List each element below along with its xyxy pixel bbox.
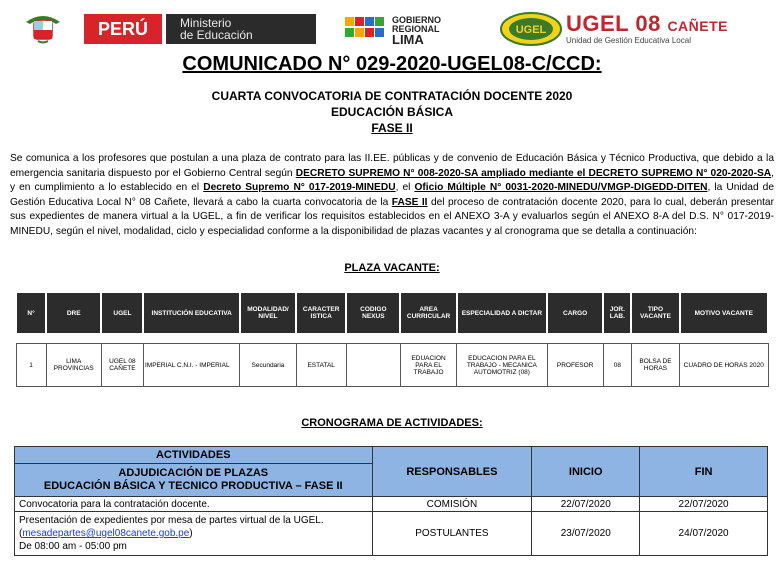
responsables-header: RESPONSABLES xyxy=(372,447,532,497)
table-cell: 1 xyxy=(16,344,46,387)
start-date-cell: 23/07/2020 xyxy=(532,512,640,556)
ugel-subtitle: Unidad de Gestión Educativa Local xyxy=(566,36,691,45)
ugel-logo-icon xyxy=(500,12,562,46)
adjudicacion-line1: ADJUDICACIÓN DE PLAZAS xyxy=(118,467,269,479)
activity-cell: Presentación de expedientes por mesa de partes virtual de la UGEL. (mesadepartes@ugel08canete.gob.pe) De 08:00 am - 05:00 pm xyxy=(15,512,373,556)
table-cell: EDUACION PARA EL TRABAJO xyxy=(400,344,456,387)
para-fase: FASE II xyxy=(391,196,428,208)
peru-logo: PERÚ xyxy=(84,14,162,44)
plaza-spacer-row xyxy=(16,334,768,344)
para-oficio: Oficio Múltiple N° 0031-2020-MINEDU/VMGP-DIGEDD-DITEN xyxy=(414,182,708,194)
announcement-paragraph xyxy=(10,152,774,240)
col-header: CARGO xyxy=(547,292,603,334)
para-text-1: Se comunica a los profesores que postulan a una plaza de contrato para las II.EE. públicas y de convenio de Educación Básica y Técnico Productiva, que debido a la emergencia sanitaria dispuesto por el Gobierno Central según xyxy=(10,153,774,179)
col-header: MOTIVO VACANTE xyxy=(680,292,768,334)
para-decreto-017: Decreto Supremo N° 017-2019-MINEDU xyxy=(203,182,396,194)
gobierno-regional-text xyxy=(392,16,441,46)
col-header: INSTITUCIÓN EDUCATIVA xyxy=(143,292,239,334)
plaza-vacante-title: PLAZA VACANTE: xyxy=(344,262,440,274)
header-logos xyxy=(0,0,784,48)
table-cell: BOLSA DE HORAS xyxy=(631,344,679,387)
col-header: AREA CURRICULAR xyxy=(400,292,456,334)
col-header: N° xyxy=(16,292,46,334)
table-cell xyxy=(346,344,400,387)
gobierno-regional-icon xyxy=(345,17,385,41)
col-header: ESPECIALIDAD A DICTAR xyxy=(457,292,547,334)
table-cell: EDUCACION PARA EL TRABAJO - MECANICA AUTOMOTRIZ (08) xyxy=(457,344,547,387)
subtitle-educacion: EDUCACIÓN BÁSICA xyxy=(330,105,453,119)
actividades-header: ACTIVIDADES xyxy=(15,447,373,464)
ministerio-logo xyxy=(166,14,316,44)
activity-hours: De 08:00 am - 05:00 pm xyxy=(19,541,127,552)
table-cell: ESTATAL xyxy=(296,344,346,387)
ministerio-line1: Ministerio xyxy=(180,16,232,30)
mesa-de-partes-email-link[interactable]: mesadepartes@ugel08canete.gob.pe xyxy=(22,528,190,539)
table-cell: 08 xyxy=(603,344,631,387)
cronograma-table xyxy=(14,446,768,556)
responsible-cell: COMISIÓN xyxy=(372,497,532,512)
col-header: MODALIDAD/ NIVEL xyxy=(240,292,296,334)
plaza-header-row xyxy=(16,292,768,334)
para-text-5: del proceso de contratación docente 2020, para lo cual, deberán presentar sus expedientes de manera virtual a la UGEL, a fin de verificar los requisitos establecidos en el ANEXO 3-A y evaluarlos según el ANEXO 8-A del D.S. N° 017-2019-MINEDU, según el nivel, modalidad, ciclo y especialidad conforme a la disponibilidad de plazas vacantes y al cronograma que se detalla a continuación: xyxy=(10,196,774,237)
para-text-3: , el xyxy=(395,182,415,194)
para-decreto-008: DECRETO SUPREMO N° 008-2020-SA ampliado mediante el DECRETO SUPREMO N° 020-2020-SA xyxy=(295,167,772,179)
col-header: TIPO VACANTE xyxy=(631,292,679,334)
activity-line: Presentación de expedientes por mesa de partes virtual de la UGEL. xyxy=(19,515,324,526)
para-text-2: , y en cumplimiento a lo establecido en el xyxy=(10,167,774,194)
table-row xyxy=(16,344,768,387)
table-cell: CUADRO DE HORAS 2020 xyxy=(680,344,768,387)
table-row xyxy=(15,497,768,512)
gobierno-line3: LIMA xyxy=(392,32,424,47)
table-cell: IMPERIAL C.N.I. - IMPERIAL xyxy=(143,344,239,387)
end-date-cell: 22/07/2020 xyxy=(640,497,768,512)
ugel-place: CAÑETE xyxy=(667,18,728,34)
document-title: COMUNICADO N° 029-2020-UGEL08-C/CCD: xyxy=(182,53,602,75)
adjudicacion-line2: EDUCACIÓN BÁSICA Y TECNICO PRODUCTIVA – FASE II xyxy=(43,480,343,492)
ugel-logo-text: UGEL xyxy=(515,24,547,36)
gobierno-line2: REGIONAL xyxy=(392,24,440,34)
col-header: JOR. LAB. xyxy=(603,292,631,334)
ministerio-line2: de Educación xyxy=(180,28,253,42)
responsible-cell: POSTULANTES xyxy=(372,512,532,556)
table-cell: Secundaria xyxy=(240,344,296,387)
table-cell: PROFESOR xyxy=(547,344,603,387)
ugel-name xyxy=(566,12,728,38)
crono-header-row xyxy=(15,447,768,464)
fin-header: FIN xyxy=(640,447,768,497)
gobierno-line1: GOBIERNO xyxy=(392,15,442,25)
table-cell: LIMA PROVINCIAS xyxy=(46,344,101,387)
inicio-header: INICIO xyxy=(532,447,640,497)
col-header: UGEL xyxy=(101,292,143,334)
end-date-cell: 24/07/2020 xyxy=(640,512,768,556)
ugel-name-main: UGEL 08 xyxy=(566,11,661,36)
start-date-cell: 22/07/2020 xyxy=(532,497,640,512)
col-header: CARACTER ISTICA xyxy=(296,292,346,334)
col-header: CODIGO NEXUS xyxy=(346,292,400,334)
peru-coat-of-arms-icon xyxy=(22,12,64,44)
subtitle-fase: FASE II xyxy=(371,121,413,135)
plaza-vacante-table xyxy=(15,291,769,387)
table-cell: UGEL 08 CAÑETE xyxy=(101,344,143,387)
table-row xyxy=(15,512,768,556)
para-text-4: , la Unidad de Gestión Educativa Local N° 08 Cañete, llevará a cabo la cuarta convocatoria de la xyxy=(10,182,774,208)
col-header: DRE xyxy=(46,292,101,334)
activity-cell: Convocatoria para la contratación docente. xyxy=(15,497,373,512)
subtitle-convocatoria: CUARTA CONVOCATORIA DE CONTRATACIÓN DOCENTE 2020 xyxy=(211,89,573,103)
cronograma-title: CRONOGRAMA DE ACTIVIDADES: xyxy=(301,417,483,429)
adjudicacion-header xyxy=(15,464,373,497)
